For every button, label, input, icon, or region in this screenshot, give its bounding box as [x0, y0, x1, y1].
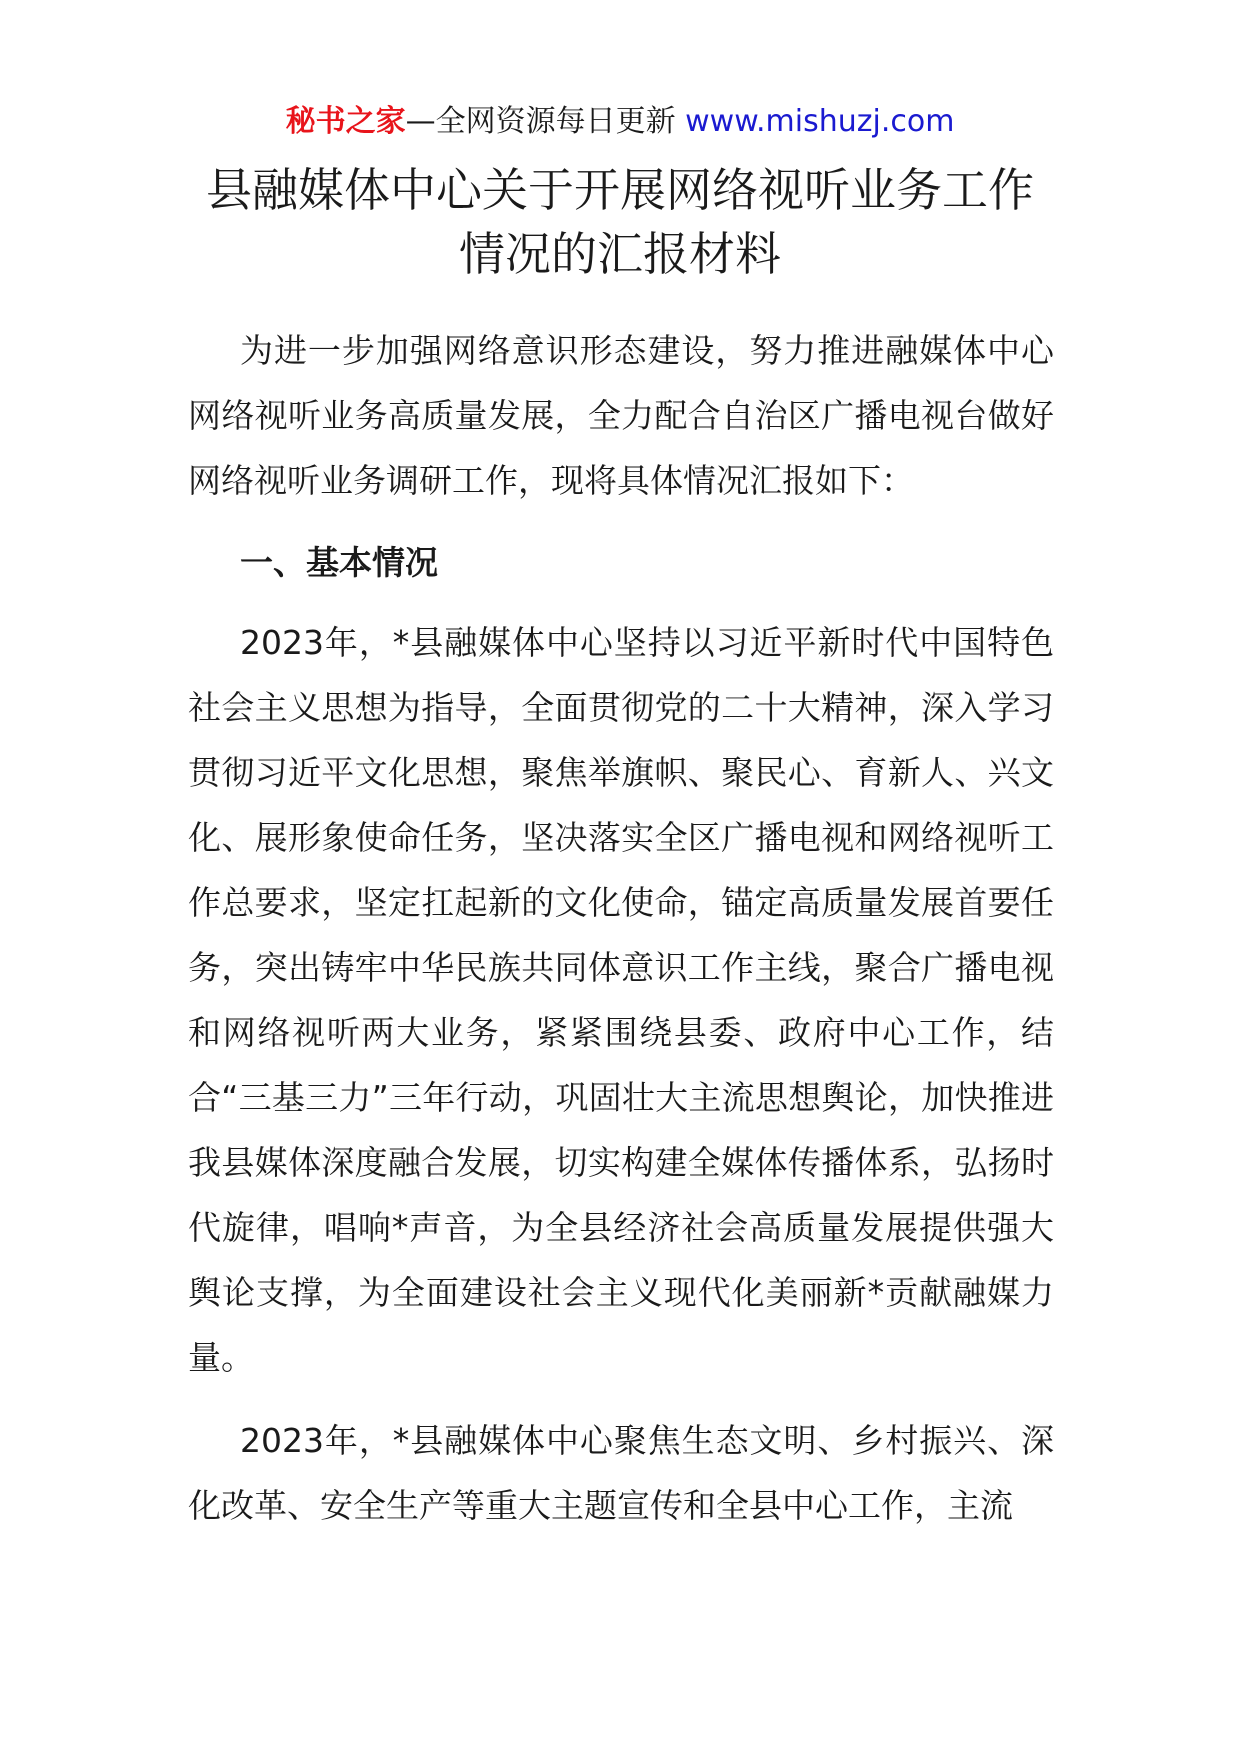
paragraph-block-2 — [188, 1408, 1054, 1538]
brand-name: 秘书之家 — [285, 104, 406, 139]
header-tagline: —全网资源每日更新 — [405, 104, 676, 139]
body-paragraph-2: 2023年，*县融媒体中心聚焦生态文明、乡村振兴、深化改革、安全生产等重大主题宣传和全县中心工作，主流 — [188, 1421, 1054, 1525]
title-line-1: 县融媒体中心关于开展网络视听业务工作 — [206, 163, 1034, 217]
intro-paragraph: 为进一步加强网络意识形态建设，努力推进融媒体中心网络视听业务高质量发展，全力配合自治区广播电视台做好网络视听业务调研工作，现将具体情况汇报如下： — [188, 331, 1054, 500]
document-title — [0, 158, 1240, 286]
body-paragraph-1: 2023年，*县融媒体中心坚持以习近平新时代中国特色社会主义思想为指导，全面贯彻党的二十大精神，深入学习贯彻习近平文化思想，聚焦举旗帜、聚民心、育新人、兴文化、展形象使命任务，坚决落实全区广播电视和网络视听工作总要求，坚定扛起新的文化使命，锚定高质量发展首要任务，突出铸牢中华民族共同体意识工作主线，聚合广播电视和网络视听两大业务，紧紧围绕县委、政府中心工作，结合“三基三力”三年行动，巩固壮大主流思想舆论，加快推进我县媒体深度融合发展，切实构建全媒体传播体系，弘扬时代旋律，唱响*声音，为全县经济社会高质量发展提供强大舆论支撑，为全面建设社会主义现代化美丽新*贡献融媒力量。 — [188, 623, 1054, 1377]
title-line-2: 情况的汇报材料 — [459, 227, 781, 281]
paragraph-block-1 — [188, 610, 1054, 1390]
section-heading-basic: 一、基本情况 — [240, 543, 438, 582]
site-header — [0, 100, 1240, 144]
intro-block — [188, 318, 1054, 513]
site-url-link[interactable]: www.mishuzj.com — [685, 104, 955, 139]
